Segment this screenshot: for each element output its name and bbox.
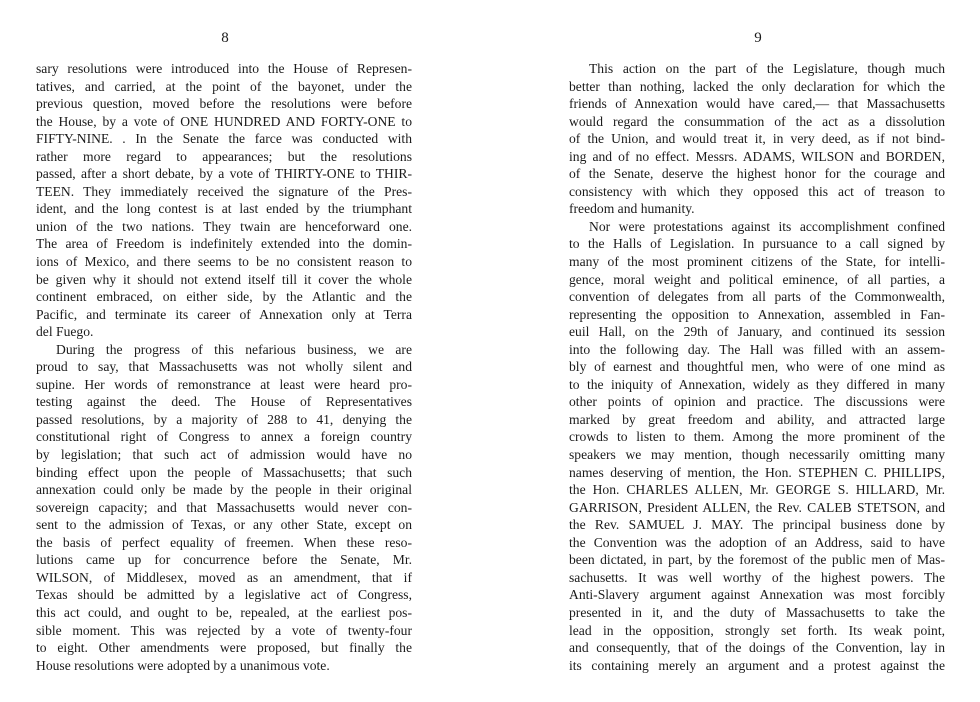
text-line: del Fuego. xyxy=(36,324,94,340)
text-line: gence, moral weight and political eminence, of all parties, a xyxy=(569,271,945,287)
page-text xyxy=(569,60,945,674)
text-line: by legislation; that such act of admission would have no xyxy=(36,447,412,463)
text-line: the Hon. CHARLES ALLEN, Mr. GEORGE S. HILLARD, Mr. xyxy=(569,482,945,498)
text-line: names deserving of mention, the Hon. STEPHEN C. PHILLIPS, xyxy=(569,464,945,480)
text-line: passed, after a short debate, by a vote of THIRTY-ONE to THIR- xyxy=(36,166,412,182)
text-line: this act could, and ought to be, repealed, at the earliest pos- xyxy=(36,604,412,620)
text-line: its containing merely an argument and a protest against the xyxy=(569,657,945,673)
text-line: representing the opposition to Annexation, assembled in Fan- xyxy=(569,306,945,322)
text-line: speakers we may mention, though necessarily omitting many xyxy=(569,447,945,463)
left-page xyxy=(0,0,470,702)
text-line: sachusetts. It was well worthy of the highest powers. The xyxy=(569,569,945,585)
text-line: tatives, and carried, at the point of the bayonet, under the xyxy=(36,78,412,94)
text-line: sovereign capacity; and that Massachusetts would never con- xyxy=(36,499,412,515)
text-line: the Convention was the adoption of an Address, said to have xyxy=(569,534,945,550)
text-line: FIFTY-NINE. . In the Senate the farce was conducted with xyxy=(36,131,412,147)
text-line: into the following day. The Hall was filled with an assem- xyxy=(569,341,945,357)
text-line: to the Halls of Legislation. In pursuance to a call signed by xyxy=(569,236,945,252)
text-line: freedom and humanity. xyxy=(569,201,695,217)
text-line: better than nothing, lacked the only declaration for which the xyxy=(569,78,945,94)
text-line: other points of opinion and practice. The discussions were xyxy=(569,394,945,410)
text-line: to the iniquity of Annexation, widely as they differed in many xyxy=(569,376,945,392)
text-line: many of the most prominent citizens of the State, for intelli- xyxy=(569,254,945,270)
text-line: GARRISON, President ALLEN, the Rev. CALEB STETSON, and xyxy=(569,499,945,515)
text-line: crowds to listen to them. Among the more prominent of the xyxy=(569,429,945,445)
text-line: sible moment. This was rejected by a vote of twenty-four xyxy=(36,622,412,638)
page-text xyxy=(36,60,412,674)
text-line: bly of earnest and thoughtful men, who were of one mind as xyxy=(569,359,945,375)
text-line: consistency with which they opposed this act of treason to xyxy=(569,183,945,199)
text-line: ions of Mexico, and there seems to be no consistent reason to xyxy=(36,254,412,270)
text-line: sent to the admission of Texas, or any other State, except on xyxy=(36,517,412,533)
text-line: convention of delegates from all parts of the Commonwealth, xyxy=(569,289,945,305)
text-line: and consequently, that of the doings of the Convention, lay in xyxy=(569,640,945,656)
text-line: of the Senate, deserve the highest honor for the courage and xyxy=(569,166,945,182)
text-line: previous question, moved before the resolutions were before xyxy=(36,96,412,112)
text-line: Texas should be admitted by a legislative act of Congress, xyxy=(36,587,412,603)
text-line: testing against the deed. The House of Representatives xyxy=(36,394,412,410)
right-page xyxy=(500,0,980,702)
text-line: euil Hall, on the 29th of January, and continued its session xyxy=(569,324,945,340)
text-line: TEEN. They immediately received the signature of the Pres- xyxy=(36,183,412,199)
text-line: lead in the opposition, strongly set forth. Its weak point, xyxy=(569,622,945,638)
text-line: ident, and the long contest is at last ended by the triumphant xyxy=(36,201,412,217)
text-line: rather more regard to appearances; but the resolutions xyxy=(36,148,412,164)
text-line: Anti-Slavery argument against Annexation was most forcibly xyxy=(569,587,945,603)
text-line: the Rev. SAMUEL J. MAY. The principal business done by xyxy=(569,517,945,533)
text-line: marked by great freedom and ability, and attracted large xyxy=(569,411,945,427)
text-line: During the progress of this nefarious business, we are xyxy=(56,341,412,357)
text-line: the basis of perfect equality of freemen. When these reso- xyxy=(36,534,412,550)
text-line: would regard the consummation of the act as a dissolution xyxy=(569,113,945,129)
text-line: proud to say, that Massachusetts was not wholly silent and xyxy=(36,359,412,375)
text-line: to eight. Other amendments were proposed, but finally the xyxy=(36,640,412,656)
text-line: constitutional right of Congress to annex a foreign country xyxy=(36,429,412,445)
text-line: sary resolutions were introduced into the House of Represen- xyxy=(36,61,412,76)
text-line: House resolutions were adopted by a unanimous vote. xyxy=(36,657,330,673)
text-line: binding effect upon the people of Massachusetts; that such xyxy=(36,464,412,480)
text-line: annexation could only be made by the people in their original xyxy=(36,482,412,498)
text-line: Nor were protestations against its accomplishment confined xyxy=(589,218,945,234)
page-number: 8 xyxy=(221,30,229,46)
text-line: lutions came up for concurrence before the Senate, Mr. xyxy=(36,552,412,568)
text-line: WILSON, of Middlesex, moved as an amendment, that if xyxy=(36,569,412,585)
text-line: the House, by a vote of ONE HUNDRED AND FORTY-ONE to xyxy=(36,113,412,129)
text-line: ing and of no effect. Messrs. ADAMS, WILSON and BORDEN, xyxy=(569,148,945,164)
text-line: This action on the part of the Legislature, though much xyxy=(589,61,945,76)
text-line: supine. Her words of remonstrance at least were heard pro- xyxy=(36,376,412,392)
text-line: passed resolutions, by a majority of 288 to 41, denying the xyxy=(36,411,412,427)
text-line: Pacific, and terminate its career of Annexation only at Terra xyxy=(36,306,412,322)
text-line: union of the two nations. They twain are henceforward one. xyxy=(36,218,412,234)
text-line: of the Union, and would treat it, in very deed, as if not bind- xyxy=(569,131,945,147)
text-line: be given why it should not extend itself till it cover the whole xyxy=(36,271,412,287)
text-line: been dictated, in part, by the foremost of the public men of Mas- xyxy=(569,552,945,568)
text-line: continent embraced, on either side, by the Atlantic and the xyxy=(36,289,412,305)
page-number: 9 xyxy=(754,30,762,46)
text-line: friends of Annexation would have cared,— that Massachusetts xyxy=(569,96,945,112)
text-line: The area of Freedom is indefinitely extended into the domin- xyxy=(36,236,412,252)
text-line: presented in it, and the duty of Massachusetts to take the xyxy=(569,604,945,620)
